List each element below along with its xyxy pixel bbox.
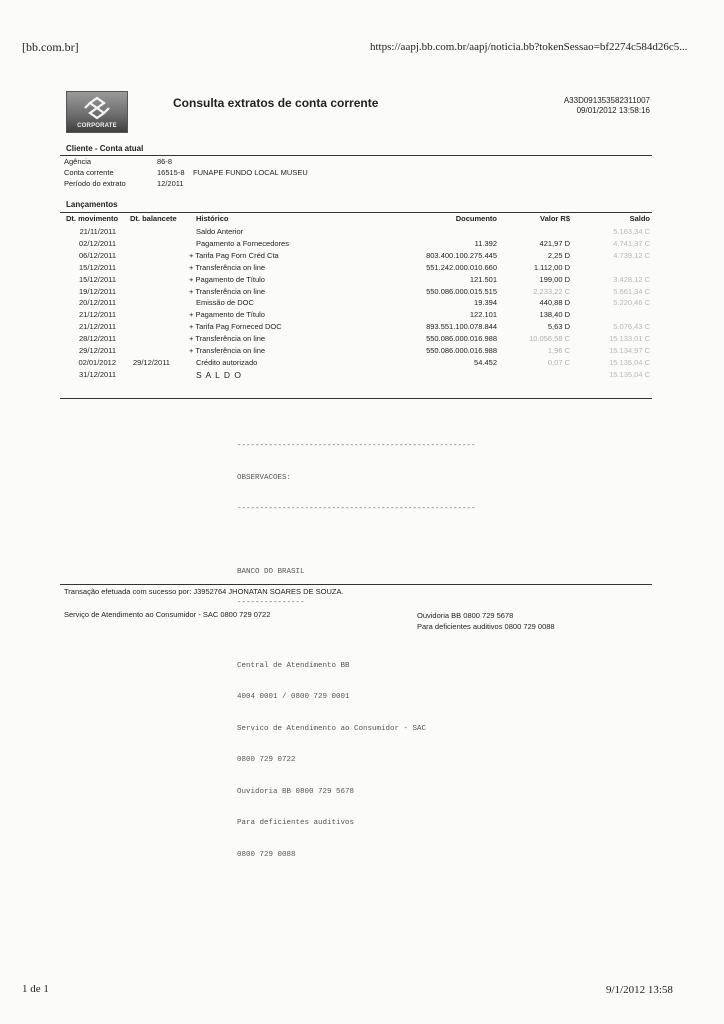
cell-saldo: 4.741,37 C — [613, 238, 650, 248]
cell-valor: 1.112,00 D — [533, 262, 570, 272]
cell-saldo: 5.661,34 C — [613, 286, 650, 296]
footer-divider — [60, 584, 652, 585]
logo-text: CORPORATE — [77, 123, 117, 129]
table-row — [0, 310, 724, 322]
cell-saldo: 15.133,01 C — [609, 334, 650, 344]
table-row-saldo — [0, 370, 724, 382]
col-dt-movimento: Dt. movimento — [66, 214, 119, 223]
cell-dt: 02/12/2011 — [79, 238, 116, 248]
client-section-title: Cliente - Conta atual — [66, 144, 144, 153]
lancamentos-section-title: Lançamentos — [66, 200, 118, 209]
cell-dt: 06/12/2011 — [79, 250, 116, 260]
ouvidoria-contact — [417, 610, 555, 632]
cell-dt: 29/12/2011 — [79, 346, 116, 355]
table-row — [0, 227, 724, 239]
lancamentos-divider — [60, 212, 652, 213]
cell-documento: 121.501 — [469, 274, 497, 284]
periodo-value: 12/2011 — [157, 179, 184, 188]
obs-bank-name: BANCO DO BRASIL — [237, 567, 305, 576]
cell-saldo: 3.428,12 C — [613, 274, 650, 284]
print-page-number: 1 de 1 — [22, 983, 49, 995]
cell-documento: 19.394 — [474, 298, 497, 308]
cell-dt: 31/12/2011 — [79, 369, 116, 379]
obs-line: 0800 729 0088 — [237, 850, 296, 859]
conta-name: FUNAPE FUNDO LOCAL MUSEU — [193, 168, 308, 177]
reference-code: A33D091353582311007 — [563, 96, 650, 105]
cell-valor: 5,63 D — [547, 322, 570, 332]
obs-label: OBSERVACOES: — [237, 473, 292, 482]
cell-saldo: 5.076,43 C — [613, 322, 650, 332]
client-divider — [60, 155, 652, 156]
ouvidoria-line: Ouvidoria BB 0800 729 5678 — [417, 611, 514, 620]
deficientes-line: Para deficientes auditivos 0800 729 0088 — [417, 622, 555, 631]
cell-historico: + Transferência on line — [189, 334, 266, 344]
obs-bank-underline: --------------- — [237, 599, 305, 607]
cell-dt: 19/12/2011 — [79, 286, 116, 296]
col-documento: Documento — [455, 214, 497, 223]
table-row — [0, 251, 724, 263]
sac-contact: Serviço de Atendimento ao Consumidor - SAC 0800 729 0722 — [64, 610, 271, 619]
cell-documento: 551.242.000.010.660 — [426, 262, 497, 272]
obs-line: Para deficientes auditivos — [237, 819, 355, 827]
cell-documento: 803.400.100.275.445 — [426, 250, 497, 260]
page-title: Consulta extratos de conta corrente — [173, 96, 379, 110]
cell-dt: 20/12/2011 — [79, 298, 116, 308]
cell-saldo: 4.739,12 C — [613, 250, 650, 260]
table-row — [0, 275, 724, 287]
table-row — [0, 334, 724, 346]
cell-documento: 54.452 — [474, 357, 497, 367]
cell-saldo: 15.135,04 C — [609, 357, 650, 367]
conta-value: 16515-8 — [157, 168, 185, 177]
agencia-label: Agência — [64, 157, 92, 166]
table-row — [0, 239, 724, 251]
table-row — [0, 322, 724, 334]
cell-dt: 02/01/2012 — [78, 357, 116, 367]
obs-line: 0800 729 0722 — [237, 756, 296, 764]
cell-saldo: 5.163,34 C — [613, 227, 650, 236]
transactions-table — [0, 227, 724, 387]
periodo-label: Período do extrato — [64, 179, 126, 188]
cell-documento: 122.101 — [469, 310, 497, 320]
client-info — [0, 157, 724, 191]
col-valor: Valor R$ — [539, 214, 570, 223]
cell-documento: 550.086.000.016.988 — [426, 346, 497, 355]
cell-dt: 21/12/2011 — [79, 310, 116, 320]
bb-corporate-logo — [66, 91, 128, 133]
col-dt-balancete: Dt. balancete — [130, 214, 177, 223]
cell-valor: 0,07 C — [547, 357, 570, 367]
cell-valor: 2.233,22 C — [533, 286, 570, 296]
cell-valor: 199,00 D — [539, 274, 570, 284]
cell-valor: 2,25 D — [547, 250, 570, 260]
cell-historico: + Tarifa Pag Forn Créd Cta — [189, 250, 279, 260]
cell-historico: S A L D O — [196, 369, 243, 380]
cell-saldo: 15.135,04 C — [609, 369, 650, 379]
observacoes-block — [237, 420, 476, 871]
table-row — [0, 287, 724, 299]
cell-dt: 15/12/2011 — [79, 274, 116, 284]
print-site-label: [bb.com.br] — [22, 40, 79, 54]
cell-valor: 1,96 C — [547, 346, 570, 355]
table-header — [0, 214, 724, 226]
reference-datetime: 09/01/2012 13:58:16 — [576, 106, 650, 115]
cell-dt: 21/12/2011 — [79, 322, 116, 332]
cell-historico: + Tarifa Pag Forneced DOC — [189, 322, 282, 332]
cell-historico: + Pagamento de Título — [189, 310, 265, 320]
cell-historico: Saldo Anterior — [196, 227, 244, 236]
agencia-value: 86-8 — [157, 157, 173, 166]
obs-line: Ouvidoria BB 0800 729 5678 — [237, 787, 355, 796]
table-row — [0, 346, 724, 358]
obs-dashes-top: ----------------------------------------------------- — [237, 442, 476, 450]
cell-historico: Emissão de DOC — [196, 298, 254, 308]
col-saldo: Saldo — [629, 214, 650, 223]
cell-valor: 10.056,58 C — [529, 334, 570, 344]
cell-historico: + Transferência on line — [189, 286, 266, 296]
cell-dt: 28/12/2011 — [79, 334, 116, 344]
cell-documento: 550.086.000.015.515 — [426, 286, 497, 296]
cell-documento: 893.551.100.078.844 — [426, 322, 497, 332]
print-datetime: 9/1/2012 13:58 — [606, 984, 673, 996]
table-row — [0, 358, 724, 370]
cell-historico: + Pagamento de Título — [189, 274, 265, 284]
cell-valor: 440,88 D — [539, 298, 570, 308]
col-historico: Histórico — [196, 214, 229, 223]
cell-balancete: 29/12/2011 — [133, 357, 170, 367]
table-end-divider — [60, 398, 652, 399]
table-row — [0, 263, 724, 275]
cell-valor: 138,40 D — [539, 310, 570, 320]
cell-historico: Pagamento a Fornecedores — [196, 238, 289, 248]
obs-dashes-bottom: ----------------------------------------------------- — [237, 505, 476, 513]
transaction-confirmation: Transação efetuada com sucesso por: J3952764 JHONATAN SOARES DE SOUZA. — [64, 587, 344, 596]
cell-historico: + Transferência on line — [189, 262, 266, 272]
cell-historico: Crédito autorizado — [196, 357, 258, 367]
cell-valor: 421,97 D — [539, 238, 570, 248]
table-row — [0, 298, 724, 310]
obs-line: Central de Atendimento BB — [237, 661, 350, 670]
cell-documento: 11.392 — [474, 238, 497, 248]
header-reference — [540, 96, 650, 116]
conta-label: Conta corrente — [64, 168, 114, 177]
cell-historico: + Transferência on line — [189, 346, 266, 355]
cell-saldo: 15.134,97 C — [609, 346, 650, 355]
bb-logo-icon — [82, 96, 112, 120]
cell-dt: 21/11/2011 — [79, 227, 116, 236]
obs-line: 4004 0001 / 0800 729 0001 — [237, 693, 350, 701]
print-url: https://aapj.bb.com.br/aapj/noticia.bb?tokenSessao=bf2274c584d26c5... — [370, 41, 688, 53]
cell-documento: 550.086.000.016.988 — [426, 334, 497, 344]
cell-saldo: 5.220,46 C — [613, 298, 650, 308]
obs-line: Servico de Atendimento ao Consumidor - SAC — [237, 724, 427, 733]
cell-dt: 15/12/2011 — [79, 262, 116, 272]
